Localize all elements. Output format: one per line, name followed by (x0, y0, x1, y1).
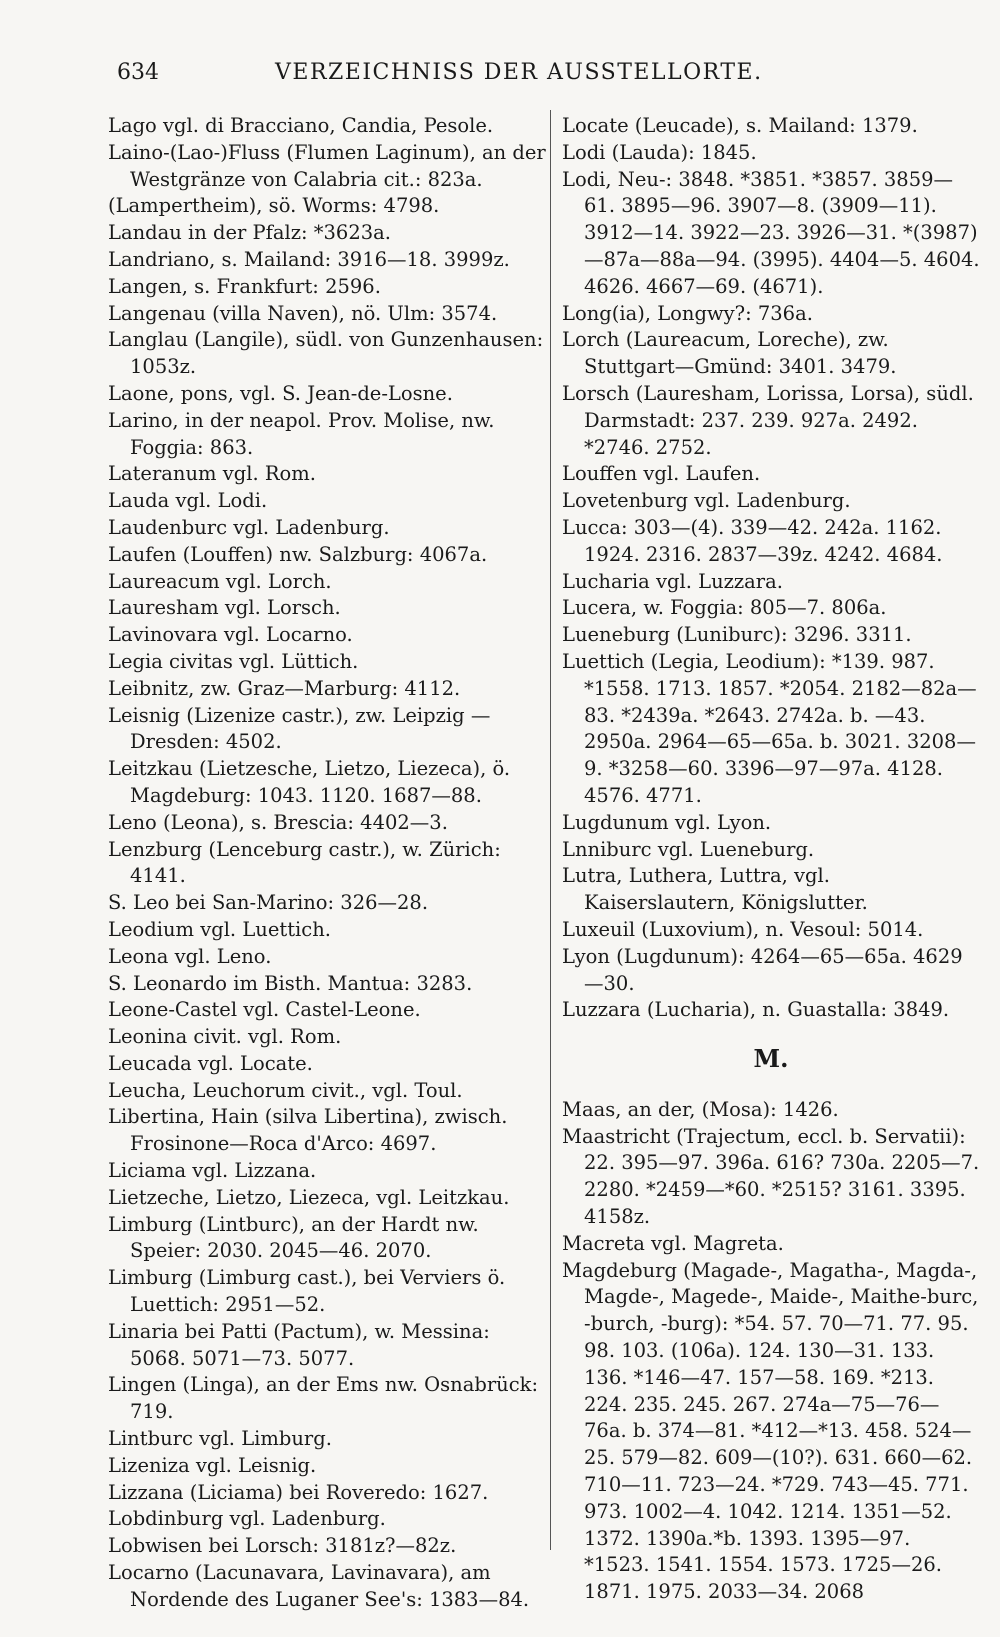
index-entry: Long(ia), Longwy?: 736a. (562, 301, 813, 325)
index-entry: Lucca: 303—(4). 339—42. 242a. 1162. 1924. 2316. 2837—39z. 4242. 4684. (562, 515, 943, 566)
index-entry: Limburg (Lintburc), an der Hardt nw. Speier: 2030. 2045—46. 2070. (108, 1212, 479, 1263)
index-entry: Lago vgl. di Bracciano, Candia, Pesole. (108, 114, 494, 137)
index-entry: Lobdinburg vgl. Ladenburg. (108, 1507, 386, 1531)
index-entry: Leibnitz, zw. Graz—Marburg: 4112. (108, 676, 461, 700)
index-column-right (562, 113, 980, 1606)
index-entry: Lugdunum vgl. Lyon. (562, 810, 772, 834)
index-entry: Leonina civit. vgl. Rom. (108, 1025, 342, 1049)
index-entry: (Lampertheim), sö. Worms: 4798. (108, 194, 440, 218)
index-entry: Langen, s. Frankfurt: 2596. (108, 274, 381, 298)
index-entry: Luxeuil (Luxovium), n. Vesoul: 5014. (562, 917, 924, 941)
index-entry: Laufen (Louffen) nw. Salzburg: 4067a. (108, 542, 488, 566)
index-column-left (108, 113, 546, 1614)
index-entry: Larino, in der neapol. Prov. Molise, nw. Foggia: 863. (108, 408, 495, 459)
index-entry: Lobwisen bei Lorsch: 3181z?—82z. (108, 1534, 457, 1558)
index-entry: Linaria bei Patti (Pactum), w. Messina: 5068. 5071—73. 5077. (108, 1319, 490, 1370)
index-entry: Lorch (Laureacum, Loreche), zw. Stuttgart—Gmünd: 3401. 3479. (562, 328, 897, 379)
index-entry: Macreta vgl. Magreta. (562, 1231, 784, 1255)
index-entry: Lauda vgl. Lodi. (108, 489, 268, 513)
index-entry: Limburg (Limburg cast.), bei Verviers ö. Luettich: 2951—52. (108, 1266, 506, 1317)
index-entry: Lodi (Lauda): 1845. (562, 140, 757, 164)
index-entry: Lorsch (Lauresham, Lorissa, Lorsa), südl. Darmstadt: 237. 239. 927a. 2492. *2746. 2752. (562, 381, 974, 459)
section-heading: M. (753, 1044, 789, 1074)
index-entry: Luettich (Legia, Leodium): *139. 987. *1558. 1713. 1857. *2054. 2182—82a—83. *2439a. *2643. 2742a. b. —43. 2950a. 2964—65—65a. b. 3021. 3208—9. *3258—60. 3396—97—97a. 4128. 4576. 4771. (562, 649, 977, 807)
index-entry: Lietzeche, Lietzo, Liezeca, vgl. Leitzkau. (108, 1185, 510, 1209)
index-entry: Lintburc vgl. Limburg. (108, 1427, 332, 1451)
index-entry: Magdeburg (Magade-, Magatha-, Magda-, Magde-, Magede-, Maide-, Maithe-burc, -burch, -burg): *54. 57. 70—71. 77. 95. 98. 103. (106a). 124. 130—31. 133. 136. *146—47. 157—58. 169. *213. 224. 235. 245. 267. 274a—75—76—76a. b. 374—81. *412—*13. 458. 524—25. 579—82. 609—(10?). 631. 660—62. 710—11. 723—24. *729. 743—45. 771. 973. 1002—4. 1042. 1214. 1351—52. 1372. 1390a.*b. 1393. 1395—97. *1523. 1541. 1554. 1573. 1725—26. 1871. 1975. 2033—34. 2068 (562, 1258, 979, 1604)
index-entry: Luzzara (Lucharia), n. Guastalla: 3849. (562, 998, 950, 1022)
index-entry: Leona vgl. Leno. (108, 944, 272, 968)
index-entry: Lucharia vgl. Luzzara. (562, 569, 783, 593)
index-entry: Leucada vgl. Locate. (108, 1051, 313, 1075)
index-entry: Laino-(Lao-)Fluss (Flumen Laginum), an der Westgränze von Calabria cit.: 823a. (108, 140, 546, 191)
index-entry: Locarno (Lacunavara, Lavinavara), am Nordende des Luganer See's: 1383—84. (108, 1561, 530, 1611)
index-entry: Lyon (Lugdunum): 4264—65—65a. 4629—30. (562, 944, 963, 995)
column-divider (550, 110, 551, 1550)
index-entry: Leucha, Leuchorum civit., vgl. Toul. (108, 1078, 463, 1102)
index-entry: Lingen (Linga), an der Ems nw. Osnabrück: 719. (108, 1373, 539, 1424)
index-entry: Landau in der Pfalz: *3623a. (108, 221, 391, 245)
index-entry: Leitzkau (Lietzesche, Lietzo, Liezeca), ö. Magdeburg: 1043. 1120. 1687—88. (108, 757, 511, 807)
index-entry: Lueneburg (Luniburc): 3296. 3311. (562, 623, 912, 647)
index-entry: Lovetenburg vgl. Ladenburg. (562, 489, 851, 513)
index-entry: S. Leo bei San-Marino: 326—28. (108, 891, 429, 915)
index-entry: Leno (Leona), s. Brescia: 4402—3. (108, 810, 448, 834)
index-entry: Langenau (villa Naven), nö. Ulm: 3574. (108, 301, 498, 325)
index-entry: Leisnig (Lizenize castr.), zw. Leipzig — Dresden: 4502. (108, 703, 491, 754)
index-entry: Leodium vgl. Luettich. (108, 917, 331, 941)
index-entry: Lauresham vgl. Lorsch. (108, 596, 341, 620)
index-entry: Legia civitas vgl. Lüttich. (108, 649, 359, 673)
index-entry: S. Leonardo im Bisth. Mantua: 3283. (108, 971, 473, 995)
index-entry: Lodi, Neu-: 3848. *3851. *3857. 3859—61. 3895—96. 3907—8. (3909—11). 3912—14. 3922—23. 3926—31. *(3987)—87a—88a—94. (3995). 4404—5. 4604. 4626. 4667—69. (4671). (562, 167, 980, 298)
index-entry: Lnniburc vgl. Lueneburg. (562, 837, 815, 861)
index-entry: Liciama vgl. Lizzana. (108, 1159, 317, 1183)
index-entry: Lucera, w. Foggia: 805—7. 806a. (562, 596, 887, 620)
index-entry: Louffen vgl. Laufen. (562, 462, 761, 486)
page-number: 634 (117, 60, 159, 85)
running-head: VERZEICHNISS DER AUSSTELLORTE. (275, 60, 763, 85)
index-entry: Landriano, s. Mailand: 3916—18. 3999z. (108, 247, 510, 271)
index-entry: Langlau (Langile), südl. von Gunzenhausen: 1053z. (108, 328, 544, 379)
index-entry: Libertina, Hain (silva Libertina), zwisch. Frosinone—Roca d'Arco: 4697. (108, 1105, 508, 1156)
index-entry: Laureacum vgl. Lorch. (108, 569, 332, 593)
index-entry: Lateranum vgl. Rom. (108, 462, 316, 486)
index-entry: Maas, an der, (Mosa): 1426. (562, 1097, 839, 1121)
index-entry: Lutra, Luthera, Luttra, vgl. Kaiserslautern, Königslutter. (562, 864, 868, 915)
index-entry: Laone, pons, vgl. S. Jean-de-Losne. (108, 381, 453, 405)
index-entry: Laudenburc vgl. Ladenburg. (108, 515, 390, 539)
index-entry: Maastricht (Trajectum, eccl. b. Servatii): 22. 395—97. 396a. 616? 730a. 2205—7. 2280. *2459—*60. *2515? 3161. 3395. 4158z. (562, 1124, 980, 1229)
index-entry: Lavinovara vgl. Locarno. (108, 623, 353, 647)
index-entry: Lenzburg (Lenceburg castr.), w. Zürich: 4141. (108, 837, 501, 888)
index-entry: Lizzana (Liciama) bei Roveredo: 1627. (108, 1480, 489, 1504)
index-entry: Locate (Leucade), s. Mailand: 1379. (562, 114, 918, 137)
index-entry: Lizeniza vgl. Leisnig. (108, 1453, 317, 1477)
index-entry: Leone-Castel vgl. Castel-Leone. (108, 998, 421, 1022)
